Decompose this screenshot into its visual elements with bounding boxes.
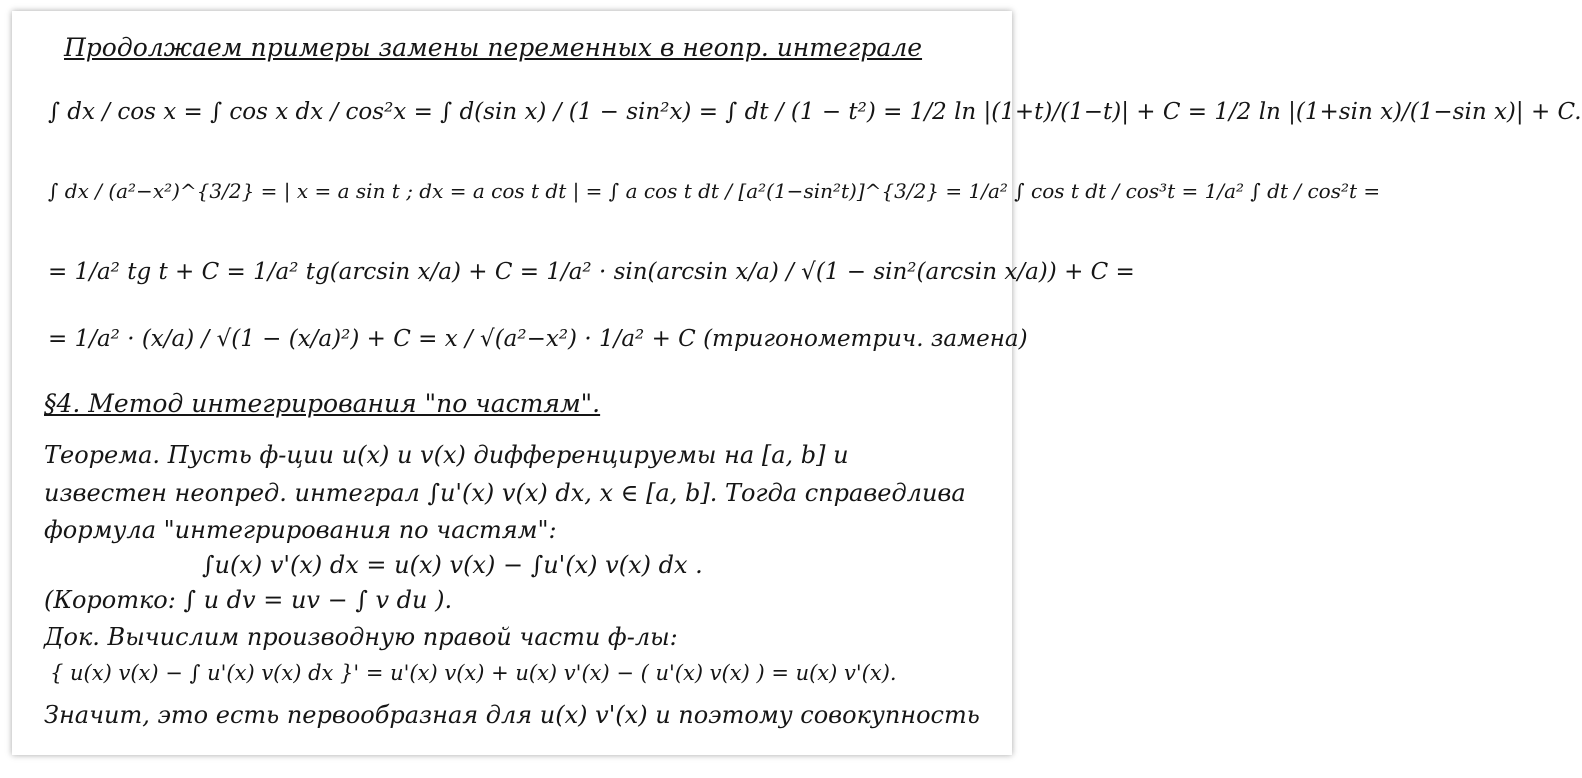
theorem-line-1: Теорема. Пусть ф-ции u(x) и v(x) дифференцируемы на [a, b] и [44,441,849,469]
formula-line-4: = 1/a² · (x/a) / √(1 − (x/a)²) + C = x / √(a²−x²) · 1/a² + C (тригонометрич. замена) [48,326,1028,352]
handwritten-notes-slide [12,11,1582,755]
section-title: §4. Метод интегрирования "по частям". [44,389,601,418]
short-form: (Коротко: ∫ u dv = uv − ∫ v du ). [44,586,453,614]
proof-line-2: { u(x) v(x) − ∫ u'(x) v(x) dx }' = u'(x) v(x) + u(x) v'(x) − ( u'(x) v(x) ) = u(x) v'(x). [50,661,897,685]
heading: Продолжаем примеры замены переменных в неопр. интеграле [64,33,923,62]
theorem-line-2: известен неопред. интеграл ∫u'(x) v(x) dx, x ∈ [a, b]. Тогда справедлива [44,479,966,507]
proof-line-1: Док. Вычислим производную правой части ф-лы: [44,623,678,651]
formula-line-3: = 1/a² tg t + C = 1/a² tg(arcsin x/a) + C = 1/a² · sin(arcsin x/a) / √(1 − sin²(arcsin x/a)) + C = [48,259,1135,285]
formula-line-2: ∫ dx / (a²−x²)^{3/2} = | x = a sin t ; dx = a cos t dt | = ∫ a cos t dt / [a²(1−sin²t)]^{3/2} = 1/a² ∫ cos t dt / cos³t = 1/a² ∫ dt / cos²t = [48,179,1381,203]
formula-line-1: ∫ dx / cos x = ∫ cos x dx / cos²x = ∫ d(sin x) / (1 − sin²x) = ∫ dt / (1 − t²) = 1/2 ln |(1+t)/(1−t)| + C = 1/2 ln |(1+sin x)/(1−sin x)| + C. [48,99,1582,125]
theorem-line-3: формула "интегрирования по частям": [44,516,557,544]
parts-formula: ∫u(x) v'(x) dx = u(x) v(x) − ∫u'(x) v(x) dx . [202,551,703,579]
proof-line-3: Значит, это есть первообразная для u(x) v'(x) и поэтому совокупность [44,701,980,729]
